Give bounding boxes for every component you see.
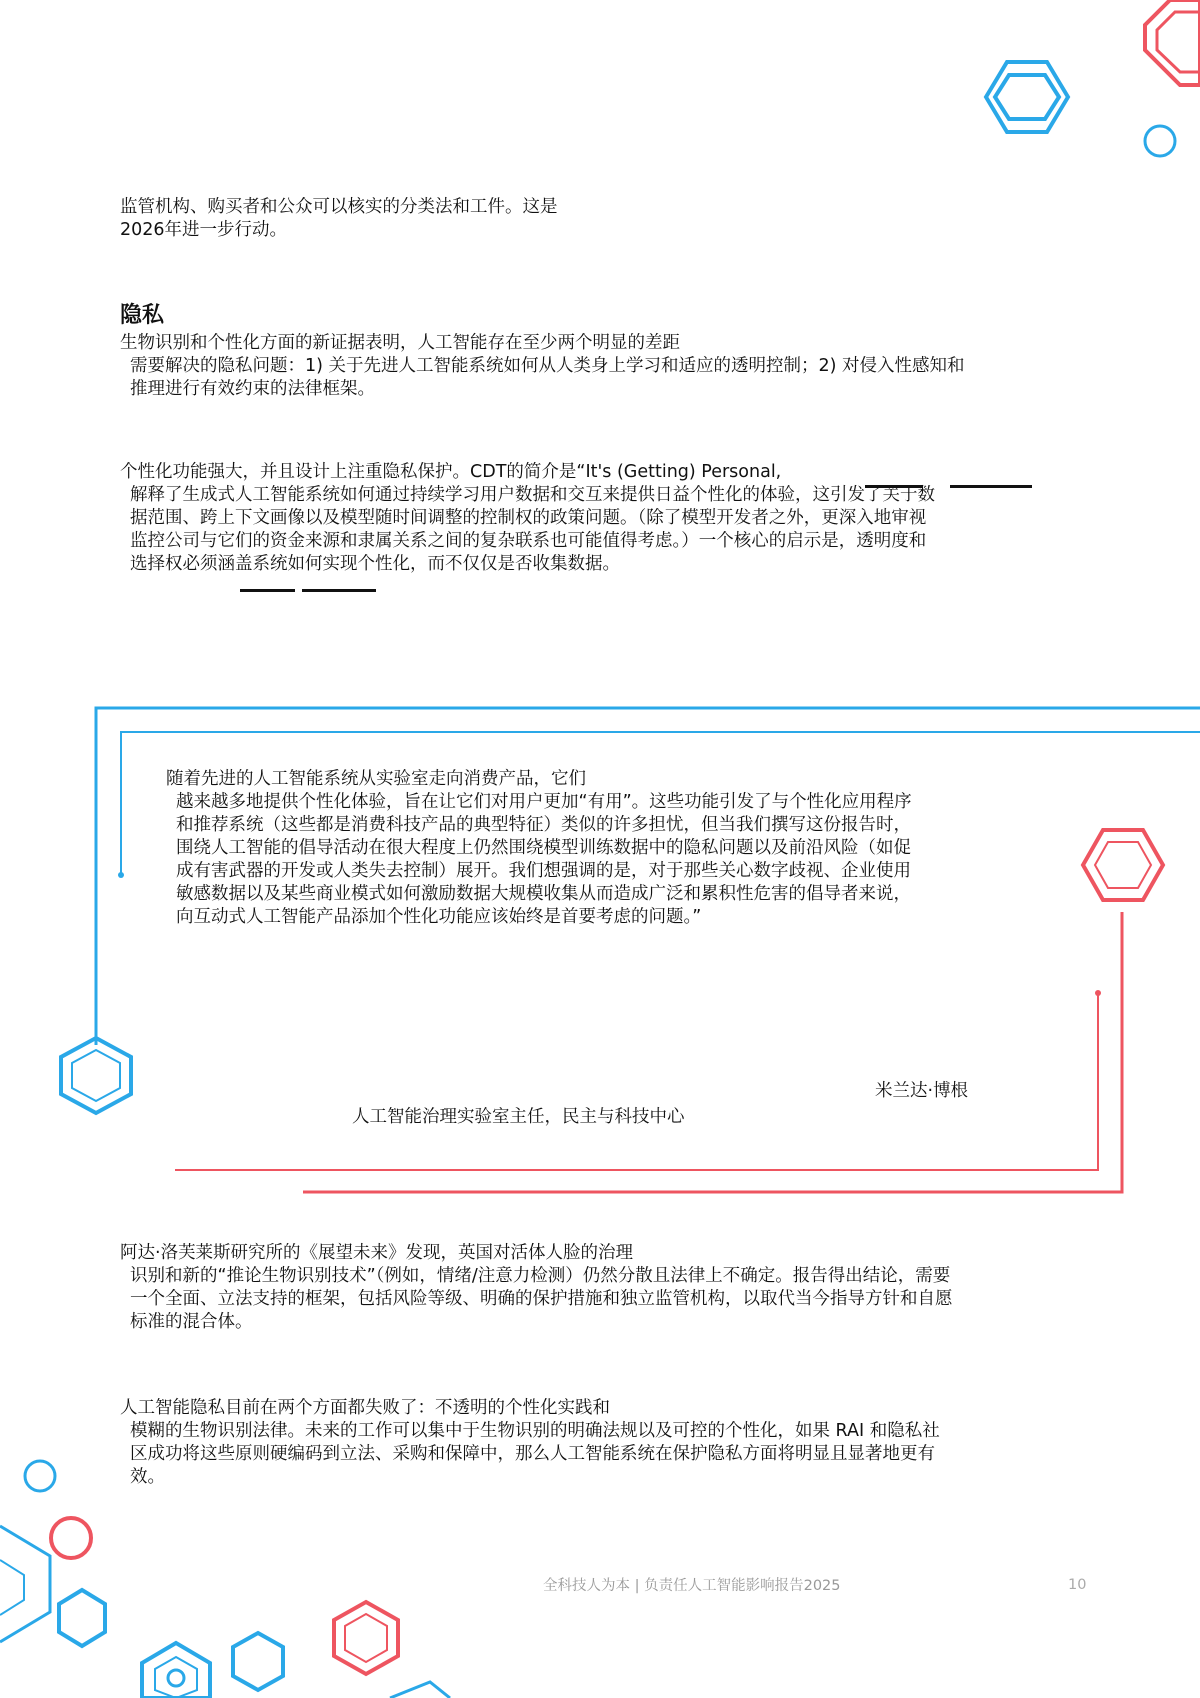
page-number: 10 bbox=[1068, 1577, 1087, 1593]
text-line: 据范围、跨上下文画像以及模型随时间调整的控制权的政策问题。（除了模型开发者之外，更深入地审视 bbox=[130, 508, 927, 528]
quote-line: 和推荐系统（这些都是消费科技产品的典型特征）类似的许多担忧，但当我们撰写这份报告时， bbox=[176, 815, 911, 835]
text-line: 推理进行有效约束的法律框架。 bbox=[130, 379, 375, 399]
circle-icon bbox=[1145, 126, 1175, 156]
hexagon-icon bbox=[61, 1038, 131, 1113]
text-line: 监管机构、购买者和公众可以核实的分类法和工件。这是 bbox=[120, 197, 558, 217]
text-line: 人工智能隐私目前在两个方面都失败了：不透明的个性化实践和 bbox=[120, 1398, 610, 1418]
pull-quote bbox=[166, 768, 912, 929]
hexagon-icon bbox=[1083, 830, 1163, 900]
quote-line: 敏感数据以及某些商业模式如何激励数据大规模收集从而造成广泛和累积性危害的倡导者来说， bbox=[176, 884, 911, 904]
text-line: 效。 bbox=[130, 1467, 165, 1487]
closing-paragraph bbox=[120, 1397, 940, 1489]
frame-line-red-outer bbox=[303, 912, 1122, 1192]
underline-rule bbox=[240, 589, 295, 592]
text-line: 模糊的生物识别法律。未来的工作可以集中于生物识别的明确法规以及可控的个性化，如果 RAI 和隐私社 bbox=[130, 1421, 940, 1441]
ada-paragraph bbox=[120, 1242, 953, 1334]
hexagon-icon bbox=[233, 1633, 283, 1690]
text-line: 区成功将这些原则硬编码到立法、采购和保障中，那么人工智能系统在保护隐私方面将明显且显著地更有 bbox=[130, 1444, 935, 1464]
quote-line: 成有害武器的开发或人类失去控制）展开。我们想强调的是，对于那些关心数字歧视、企业使用 bbox=[176, 861, 911, 881]
quote-author-role: 人工智能治理实验室主任，民主与科技中心 bbox=[352, 1107, 685, 1127]
footer-title: 全科技人为本 | 负责任人工智能影响报告2025 bbox=[543, 1578, 841, 1594]
text-line: 解释了生成式人工智能系统如何通过持续学习用户数据和交互来提供日益个性化的体验，这引发了关于数 bbox=[130, 485, 935, 505]
text-line: 标准的混合体。 bbox=[130, 1312, 253, 1332]
underline-rule bbox=[950, 485, 1032, 488]
circle-icon bbox=[51, 1518, 91, 1558]
quote-line: 越来越多地提供个性化体验，旨在让它们对用户更加“有用”。这些功能引发了与个性化应用程序 bbox=[176, 792, 912, 812]
intro-paragraph bbox=[120, 196, 558, 242]
text-line: 个性化功能强大，并且设计上注重隐私保护。CDT的简介是“It's (Getting) Personal, bbox=[120, 462, 782, 482]
text-line: 选择权必须涵盖系统如何实现个性化，而不仅仅是否收集数据。 bbox=[130, 554, 620, 574]
hexagon-icon bbox=[986, 62, 1068, 132]
text-line: 生物识别和个性化方面的新证据表明，人工智能存在至少两个明显的差距 bbox=[120, 333, 680, 353]
text-line: 识别和新的“推论生物识别技术”（例如，情绪/注意力检测）仍然分散且法律上不确定。报告得出结论，需要 bbox=[130, 1266, 951, 1286]
circle-icon bbox=[25, 1461, 55, 1491]
section-heading: 隐私 bbox=[120, 303, 165, 328]
hexagon-icon bbox=[334, 1602, 398, 1674]
quote-line: 向互动式人工智能产品添加个性化功能应该始终是首要考虑的问题。” bbox=[176, 907, 702, 927]
text-line: 阿达·洛芙莱斯研究所的《展望未来》发现，英国对活体人脸的治理 bbox=[120, 1243, 634, 1263]
text-line: 一个全面、立法支持的框架，包括风险等级、明确的保护措施和独立监管机构，以取代当今指导方针和自愿 bbox=[130, 1289, 953, 1309]
hexagon-icon bbox=[59, 1590, 105, 1646]
hexagon-icon bbox=[1145, 0, 1200, 85]
hexagon-icon bbox=[142, 1643, 210, 1698]
text-line: 监控公司与它们的资金来源和隶属关系之间的复杂联系也可能值得考虑。）一个核心的启示是，透明度和 bbox=[130, 531, 927, 551]
text-line: 需要解决的隐私问题：1) 关于先进人工智能系统如何从人类身上学习和适应的透明控制；2) 对侵入性感知和 bbox=[130, 356, 965, 376]
privacy-paragraph-2 bbox=[120, 461, 935, 576]
quote-author-name: 米兰达·博根 bbox=[875, 1081, 969, 1101]
quote-line: 随着先进的人工智能系统从实验室走向消费产品，它们 bbox=[166, 769, 586, 789]
quote-line: 围绕人工智能的倡导活动在很大程度上仍然围绕模型训练数据中的隐私问题以及前沿风险（如促 bbox=[176, 838, 911, 858]
privacy-paragraph-1 bbox=[120, 332, 965, 401]
underline-rule bbox=[302, 589, 376, 592]
text-line: 2026年进一步行动。 bbox=[120, 220, 288, 240]
